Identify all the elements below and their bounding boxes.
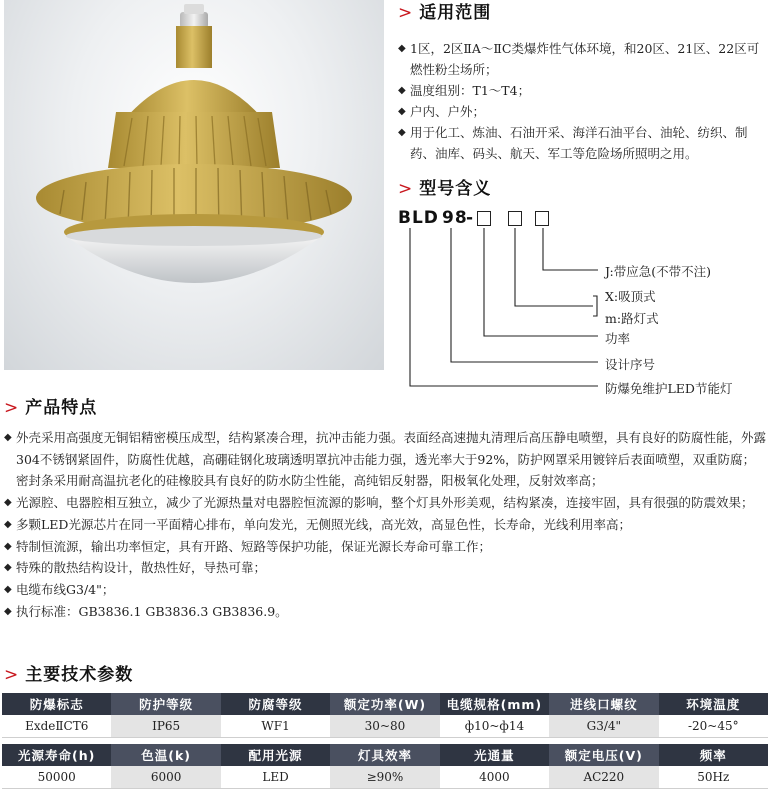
- model-code-number: 98: [442, 208, 468, 228]
- table-cell: ≥90%: [330, 766, 439, 789]
- table-header-cell: 色温(k): [111, 744, 220, 766]
- feature-item: ◆ 光源腔、电器腔相互独立，减少了光源热量对电器腔恒流源的影响，整个灯具外形美观，结构紧凑，连接牢固，具有很强的防震效果；: [4, 492, 766, 514]
- model-connector-lines: [398, 226, 770, 394]
- model-label-emergency: J:带应急(不带不注): [605, 264, 711, 279]
- table-header-cell: 额定功率(W): [330, 693, 439, 715]
- model-placeholder-box-type: [508, 211, 522, 226]
- model-label-product-name: 防爆免维护LED节能灯: [605, 381, 733, 396]
- table-cell: ExdeⅡCT6: [2, 715, 111, 738]
- table-row: [2, 766, 768, 789]
- table-header-cell: 额定电压(V): [549, 744, 658, 766]
- tech-params-title-text: 主要技术参数: [25, 665, 134, 685]
- table-header-cell: 配用光源: [221, 744, 330, 766]
- table-header-cell: 环境温度: [659, 693, 768, 715]
- table-cell: 6000: [111, 766, 220, 789]
- scope-item: ◆ 用于化工、炼油、石油开采、海洋石油平台、油轮、纺织、制药、油库、码头、航天、军工等危险场所照明之用。: [398, 122, 766, 164]
- section-arrow-icon: >: [398, 3, 414, 23]
- features-title-text: 产品特点: [25, 398, 98, 418]
- table-cell: 50000: [2, 766, 111, 789]
- table-header-row: [2, 744, 768, 766]
- table-header-cell: 防护等级: [111, 693, 220, 715]
- table-cell: LED: [221, 766, 330, 789]
- feature-item: ◆ 特制恒流源，输出功率恒定，具有开路、短路等保护功能，保证光源长寿命可靠工作；: [4, 536, 766, 558]
- scope-item: ◆ 户内、户外；: [398, 101, 766, 122]
- table-cell: 50Hz: [659, 766, 768, 789]
- scope-item: ◆ 温度组别：T1～T4；: [398, 80, 766, 101]
- led-explosion-proof-lamp-image: [4, 0, 384, 370]
- section-title-scope: [398, 0, 491, 23]
- product-photo: [4, 0, 384, 370]
- scope-title-text: 适用范围: [419, 3, 492, 23]
- section-arrow-icon: >: [398, 179, 414, 199]
- scope-list: [398, 38, 766, 164]
- table-header-cell: 光源寿命(h): [2, 744, 111, 766]
- table-cell: G3/4": [549, 715, 658, 738]
- table-cell: -20~45°: [659, 715, 768, 738]
- features-list: [4, 427, 766, 622]
- table-header-cell: 电缆规格(mm): [440, 693, 549, 715]
- table-header-cell: 光通量: [440, 744, 549, 766]
- tech-params-table: [2, 693, 768, 789]
- feature-item: ◆ 电缆布线G3/4"；: [4, 579, 766, 601]
- table-cell: ф10~ф14: [440, 715, 549, 738]
- model-label-power: 功率: [605, 331, 631, 346]
- table-row: [2, 715, 768, 738]
- feature-item: ◆ 执行标准：GB3836.1 GB3836.3 GB3836.9。: [4, 601, 766, 623]
- table-cell: 4000: [440, 766, 549, 789]
- feature-item: ◆ 特殊的散热结构设计，散热性好，导热可靠；: [4, 557, 766, 579]
- scope-item: ◆ 1区，2区ⅡA～ⅡC类爆炸性气体环境，和20区、21区、22区可燃性粉尘场所；: [398, 38, 766, 80]
- section-arrow-icon: >: [4, 398, 20, 418]
- section-title-features: [4, 393, 97, 418]
- model-code-dash: -: [466, 208, 475, 228]
- table-header-row: [2, 693, 768, 715]
- model-label-street: m:路灯式: [605, 311, 659, 326]
- section-title-model: [398, 174, 491, 199]
- table-cell: 30~80: [330, 715, 439, 738]
- table-cell: AC220: [549, 766, 658, 789]
- model-code-prefix: BLD: [398, 208, 439, 228]
- model-placeholder-box-emergency: [535, 211, 549, 226]
- section-arrow-icon: >: [4, 665, 20, 685]
- table-header-cell: 灯具效率: [330, 744, 439, 766]
- model-title-text: 型号含义: [419, 179, 492, 199]
- section-title-tech-params: [4, 660, 133, 685]
- model-placeholder-box-power: [477, 211, 491, 226]
- feature-item: ◆ 外壳采用高强度无铜铝精密模压成型，结构紧凑合理，抗冲击能力强。表面经高速抛丸清理后高压静电喷塑，具有良好的防腐性能，外露304不锈钢紧固件，防腐性优越，高硼硅钢化玻璃透明罩抗冲击能力强，透光率大于92%，防护网罩采用镀锌后表面喷塑，双重防腐；密封条采用耐高温抗老化的硅橡胶具有良好的防水防尘性能，高纯铝反射器，阳极氧化处理，反射效率高；: [4, 427, 766, 492]
- table-header-cell: 频率: [659, 744, 768, 766]
- feature-item: ◆ 多颗LED光源芯片在同一平面精心排布，单向发光，无侧照光线，高光效，高显色性，长寿命，光线利用率高；: [4, 514, 766, 536]
- table-header-cell: 防腐等级: [221, 693, 330, 715]
- table-header-cell: 进线口螺纹: [549, 693, 658, 715]
- table-cell: IP65: [111, 715, 220, 738]
- table-header-cell: 防爆标志: [2, 693, 111, 715]
- model-label-design: 设计序号: [605, 357, 656, 372]
- model-label-ceiling: X:吸顶式: [605, 289, 656, 304]
- table-cell: WF1: [221, 715, 330, 738]
